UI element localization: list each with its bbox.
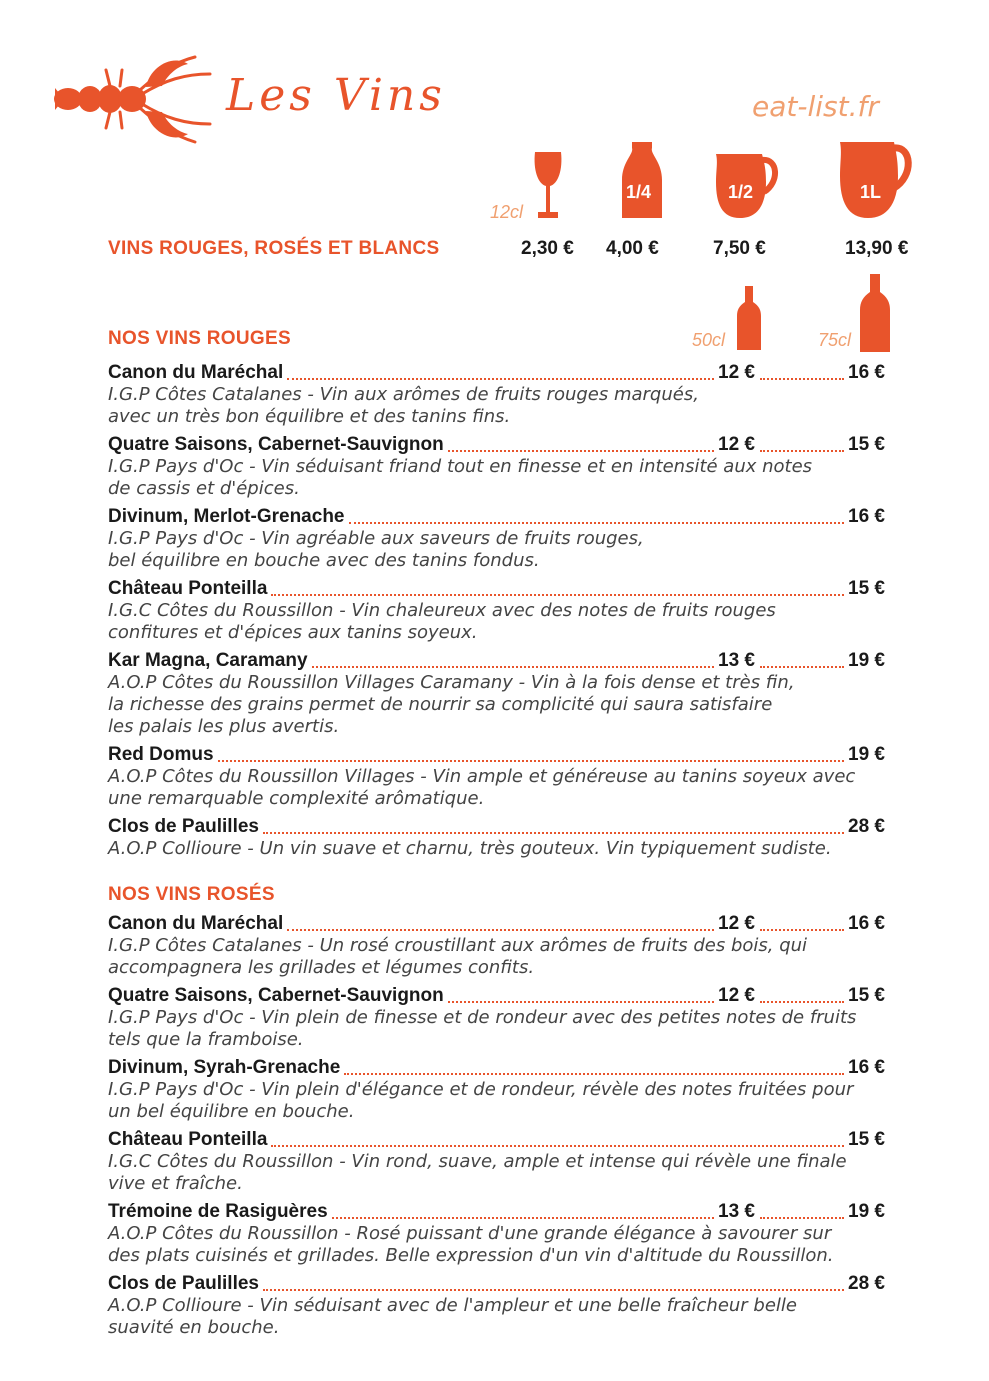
wine-name: Quatre Saisons, Cabernet-Sauvignon	[108, 985, 444, 1006]
wine-name: Trémoine de Rasiguères	[108, 1201, 328, 1222]
price-75cl: 16 €	[848, 506, 885, 527]
price-half: 7,50 €	[713, 238, 766, 259]
wine-description	[108, 600, 908, 644]
price-50cl: 12 €	[718, 434, 755, 455]
leader-dots	[287, 378, 714, 380]
wine-description	[108, 1295, 908, 1339]
wine-name: Château Ponteilla	[108, 1129, 268, 1150]
wine-description	[108, 456, 908, 500]
description-line: I.G.C Côtes du Roussillon - Vin chaleureux avec des notes de fruits rouges	[108, 600, 776, 621]
wine-line	[108, 1129, 908, 1151]
description-line: I.G.P Pays d'Oc - Vin séduisant friand tout en finesse et en intensité aux notes	[108, 456, 813, 477]
bottle-50cl-label: 50cl	[692, 330, 726, 350]
description-line: confitures et d'épices aux tanins soyeux.	[108, 622, 478, 643]
leader-dots	[760, 1001, 844, 1003]
description-line: une remarquable complexité arômatique.	[108, 788, 485, 809]
wine-name: Divinum, Merlot-Grenache	[108, 506, 345, 527]
price-75cl: 28 €	[848, 816, 885, 837]
leader-dots	[263, 1289, 844, 1291]
description-line: bel équilibre en bouche avec des tanins fondus.	[108, 550, 540, 571]
wine-entry	[108, 913, 908, 979]
wine-name: Quatre Saisons, Cabernet-Sauvignon	[108, 434, 444, 455]
wine-description	[108, 384, 908, 428]
wine-line	[108, 913, 908, 935]
wine-entry	[108, 816, 908, 860]
wine-name: Red Domus	[108, 744, 214, 765]
carafe-quarter-label: 1/4	[626, 182, 652, 202]
leader-dots	[263, 832, 844, 834]
leader-dots	[760, 929, 844, 931]
description-line: de cassis et d'épices.	[108, 478, 300, 499]
wine-line	[108, 362, 908, 384]
wine-description	[108, 528, 908, 572]
carafe-quarter-icon	[622, 140, 662, 220]
description-line: I.G.P Pays d'Oc - Vin plein d'élégance et de rondeur, révèle des notes fruitées pour	[108, 1079, 854, 1100]
leader-dots	[760, 666, 844, 668]
wine-description	[108, 1223, 908, 1267]
leader-dots	[448, 1001, 714, 1003]
wine-description	[108, 1007, 908, 1051]
bottle-50cl-icon	[737, 286, 761, 350]
price-75cl: 16 €	[848, 1057, 885, 1078]
price-glass: 2,30 €	[521, 238, 574, 259]
price-50cl: 12 €	[718, 913, 755, 934]
bottle-75cl-icon	[860, 274, 890, 352]
price-75cl: 16 €	[848, 362, 885, 383]
wine-entry	[108, 578, 908, 644]
wine-name: Clos de Paulilles	[108, 1273, 259, 1294]
description-line: A.O.P Collioure - Vin séduisant avec de l'ampleur et une belle fraîcheur belle	[108, 1295, 798, 1316]
price-75cl: 19 €	[848, 650, 885, 671]
wine-line	[108, 506, 908, 528]
pitcher-litre-icon	[838, 140, 912, 220]
wine-entry	[108, 1057, 908, 1123]
wine-name: Clos de Paulilles	[108, 816, 259, 837]
price-50cl: 12 €	[718, 362, 755, 383]
wine-entry	[108, 744, 908, 810]
leader-dots	[312, 666, 714, 668]
reds-heading: NOS VINS ROUGES	[108, 328, 291, 349]
leader-dots	[760, 450, 844, 452]
wine-line	[108, 744, 908, 766]
wine-entry	[108, 506, 908, 572]
wine-description	[108, 672, 908, 738]
description-line: A.O.P Côtes du Roussillon - Rosé puissant d'une grande élégance à savourer sur	[108, 1223, 832, 1244]
wine-line	[108, 985, 908, 1007]
description-line: tels que la framboise.	[108, 1029, 304, 1050]
leader-dots	[349, 522, 845, 524]
wine-name: Canon du Maréchal	[108, 362, 284, 383]
wine-description	[108, 838, 908, 860]
wine-line	[108, 650, 908, 672]
wine-entry	[108, 1273, 908, 1339]
glass-size-label: 12cl	[490, 202, 524, 222]
wine-description	[108, 766, 908, 810]
leader-dots	[344, 1073, 844, 1075]
wine-entry	[108, 1201, 908, 1267]
wine-entry	[108, 1129, 908, 1195]
wine-entry	[108, 650, 908, 738]
description-line: vive et fraîche.	[108, 1173, 243, 1194]
leader-dots	[271, 594, 844, 596]
description-line: I.G.P Pays d'Oc - Vin agréable aux saveurs de fruits rouges,	[108, 528, 644, 549]
description-line: accompagnera les grillades et légumes confits.	[108, 957, 535, 978]
leader-dots	[218, 760, 844, 762]
description-line: avec un très bon équilibre et des tanins fins.	[108, 406, 511, 427]
wine-description	[108, 1079, 908, 1123]
price-litre: 13,90 €	[845, 238, 909, 259]
wine-line	[108, 578, 908, 600]
wine-glass-icon	[532, 150, 564, 220]
description-line: I.G.C Côtes du Roussillon - Vin rond, suave, ample et intense qui révèle une finale	[108, 1151, 847, 1172]
bottle-75cl-label: 75cl	[818, 330, 852, 350]
description-line: la richesse des grains permet de nourrir sa complicité qui saura satisfaire	[108, 694, 773, 715]
price-50cl: 13 €	[718, 1201, 755, 1222]
description-line: A.O.P Collioure - Un vin suave et charnu, très gouteux. Vin typiquement sudiste.	[108, 838, 832, 859]
description-line: I.G.P Côtes Catalanes - Un rosé croustillant aux arômes de fruits des bois, qui	[108, 935, 808, 956]
wine-name: Château Ponteilla	[108, 578, 268, 599]
wine-line	[108, 1201, 908, 1223]
price-50cl: 13 €	[718, 650, 755, 671]
description-line: A.O.P Côtes du Roussillon Villages Caramany - Vin à la fois dense et très fin,	[108, 672, 795, 693]
wine-name: Kar Magna, Caramany	[108, 650, 308, 671]
wine-description	[108, 1151, 908, 1195]
leader-dots	[760, 1217, 844, 1219]
price-75cl: 16 €	[848, 913, 885, 934]
price-75cl: 15 €	[848, 985, 885, 1006]
leader-dots	[332, 1217, 714, 1219]
wine-line	[108, 1273, 908, 1295]
description-line: I.G.P Côtes Catalanes - Vin aux arômes de fruits rouges marqués,	[108, 384, 699, 405]
price-75cl: 28 €	[848, 1273, 885, 1294]
leader-dots	[287, 929, 714, 931]
leader-dots	[271, 1145, 844, 1147]
wine-entry	[108, 985, 908, 1051]
price-50cl: 12 €	[718, 985, 755, 1006]
price-quarter: 4,00 €	[606, 238, 659, 259]
price-75cl: 15 €	[848, 434, 885, 455]
website-label: eat-list.fr	[752, 90, 879, 123]
wine-name: Canon du Maréchal	[108, 913, 284, 934]
description-line: un bel équilibre en bouche.	[108, 1101, 355, 1122]
price-75cl: 15 €	[848, 1129, 885, 1150]
price-75cl: 19 €	[848, 744, 885, 765]
leader-dots	[448, 450, 714, 452]
wine-line	[108, 816, 908, 838]
page-title: Les Vins	[226, 70, 446, 121]
leader-dots	[760, 378, 844, 380]
pitcher-litre-label: 1L	[860, 182, 882, 202]
lobster-logo	[50, 52, 215, 147]
house-wines-heading: VINS ROUGES, ROSÉS ET BLANCS	[108, 238, 440, 259]
wine-line	[108, 1057, 908, 1079]
description-line: les palais les plus avertis.	[108, 716, 340, 737]
wine-entry	[108, 434, 908, 500]
description-line: A.O.P Côtes du Roussillon Villages - Vin ample et généreuse au tanins soyeux avec	[108, 766, 856, 787]
description-line: suavité en bouche.	[108, 1317, 280, 1338]
description-line: des plats cuisinés et grillades. Belle expression d'un vin d'altitude du Roussillon.	[108, 1245, 834, 1266]
description-line: I.G.P Pays d'Oc - Vin plein de finesse et de rondeur avec des petites notes de fruits	[108, 1007, 857, 1028]
wine-entry	[108, 362, 908, 428]
wine-name: Divinum, Syrah-Grenache	[108, 1057, 341, 1078]
wine-description	[108, 935, 908, 979]
price-75cl: 15 €	[848, 578, 885, 599]
wine-line	[108, 434, 908, 456]
pitcher-half-label: 1/2	[728, 182, 754, 202]
roses-heading: NOS VINS ROSÉS	[108, 884, 275, 905]
price-75cl: 19 €	[848, 1201, 885, 1222]
